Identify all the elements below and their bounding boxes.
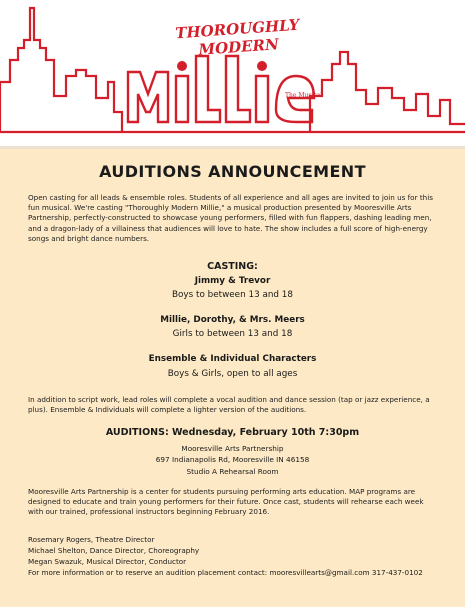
- staff-line: Michael Shelton, Dance Director, Choreography: [28, 546, 200, 555]
- show-subtitle: THOROUGHLY MODERN: [174, 15, 300, 59]
- address-line: 697 Indianapolis Rd, Mooresville IN 46158: [155, 455, 310, 464]
- page-title: AUDITIONS ANNOUNCEMENT: [99, 162, 366, 181]
- intro-paragraph: Open casting for all leads & ensemble roles. Students of all experience and all ages are invited to join us for this fun musical. We're casting "Thoroughly Modern Millie," a musical production presented by Mooresville Arts Partnership, perfectly-constructed to showcase young performers, filled with fun flappers, dashing leading men, and a dragon-lady of a villainess that audiences will love to hate. The show includes a full score of high-energy songs and bright dance numbers.: [28, 193, 433, 243]
- casting-heading: CASTING:: [207, 261, 258, 272]
- role-name: Jimmy & Trevor: [194, 276, 271, 286]
- announcement-body: [0, 149, 465, 607]
- contact-line: For more information or to reserve an audition placement contact: mooresvillearts@gmail.com 317-437-0102: [28, 568, 423, 577]
- auditions-heading: AUDITIONS: Wednesday, February 10th 7:30pm: [105, 427, 360, 438]
- header-banner: [0, 0, 465, 148]
- address-line: Mooresville Arts Partnership: [181, 444, 284, 453]
- requirements-paragraph: In addition to script work, lead roles will complete a vocal audition and dance session (tap or jazz experience, a plus). Ensemble & Individuals will complete a lighter version of the auditions.: [28, 395, 430, 415]
- role-description: Boys & Girls, open to all ages: [167, 369, 298, 379]
- about-paragraph: Mooresville Arts Partnership is a center for students pursuing performing arts education. MAP programs are designed to educate and train young performers for their future. Once cast, students will rehearse each week with our trained, professional instructors beginning February 2016.: [28, 487, 424, 517]
- staff-line: Megan Swazuk, Musical Director, Conductor: [28, 557, 187, 566]
- address-line: Studio A Rehearsal Room: [186, 467, 279, 476]
- show-tag: The Musical: [285, 92, 323, 99]
- role-description: Girls to between 13 and 18: [172, 329, 293, 339]
- role-name: Ensemble & Individual Characters: [148, 354, 317, 364]
- role-name: Millie, Dorothy, & Mrs. Meers: [160, 315, 305, 325]
- staff-line: Rosemary Rogers, Theatre Director: [28, 535, 155, 544]
- role-description: Boys to between 13 and 18: [172, 290, 293, 300]
